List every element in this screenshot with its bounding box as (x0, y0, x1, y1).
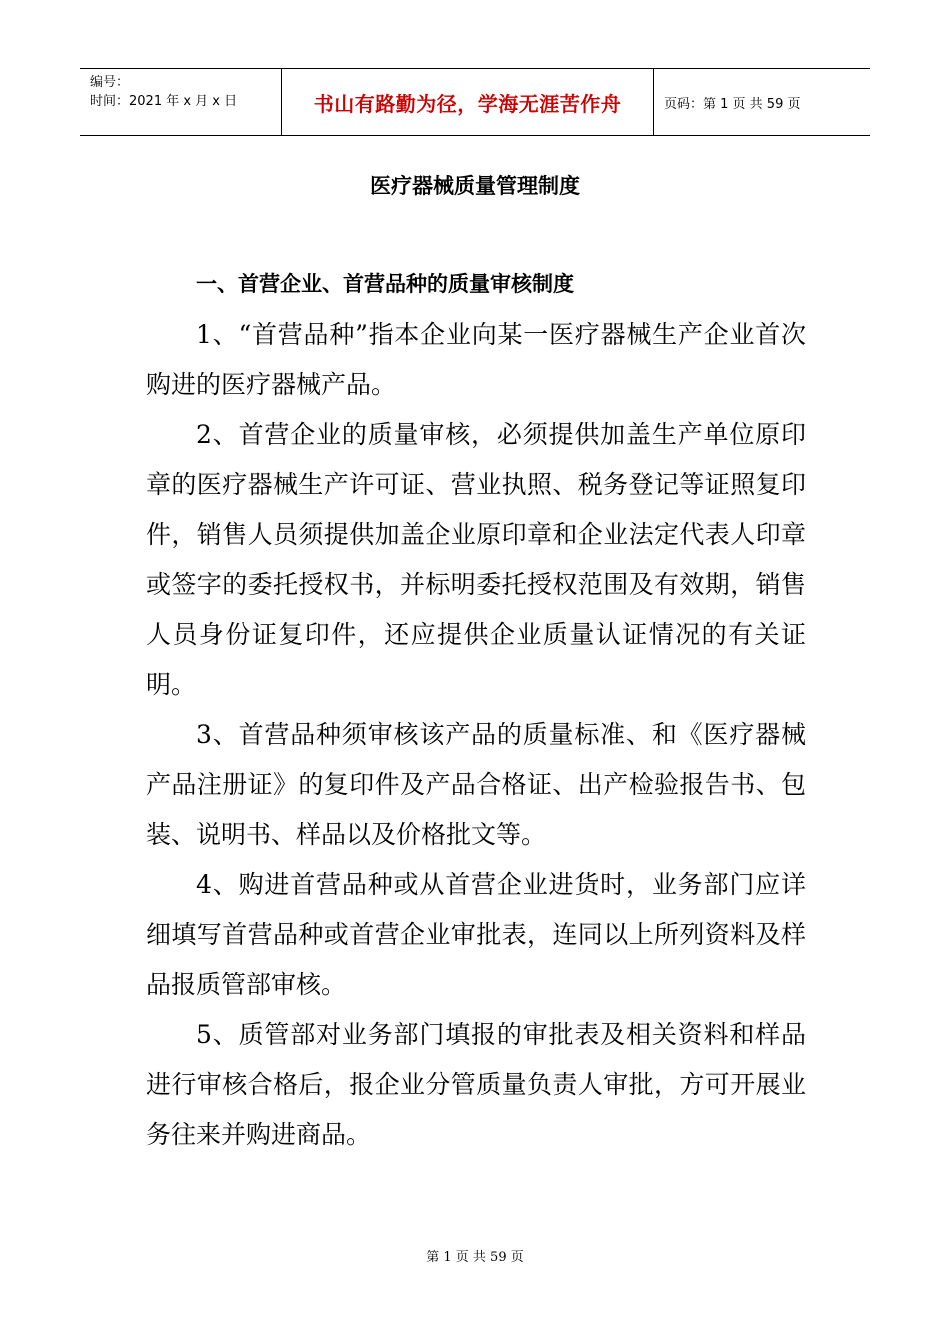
paragraph-4: 4、购进首营品种或从首营企业进货时，业务部门应详细填写首营品种或首营企业审批表，连同以上所列资料及样品报质管部审核。 (146, 870, 806, 999)
header-motto: 书山有路勤为径，学海无涯苦作舟 (282, 69, 654, 135)
document-title: 医疗器械质量管理制度 (370, 174, 580, 198)
serial-number-label: 编号： (90, 75, 130, 90)
paragraph-1: 1、“首营品种”指本企业向某一医疗器械生产企业首次购进的医疗器械产品。 (146, 320, 806, 399)
header-meta-cell (80, 69, 282, 135)
header-page-info: 页码：第 1 页 共 59 页 (664, 96, 801, 112)
page-footer: 第 1 页 共 59 页 (426, 1250, 524, 1265)
date-label: 时间：2021 年 x 月 x 日 (90, 94, 238, 109)
section-heading: 一、首营企业、首营品种的质量审核制度 (196, 272, 574, 296)
paragraph-3: 3、首营品种须审核该产品的质量标准、和《医疗器械产品注册证》的复印件及产品合格证、出产检验报告书、包装、说明书、样品以及价格批文等。 (146, 720, 806, 849)
paragraph-5: 5、质管部对业务部门填报的审批表及相关资料和样品进行审核合格后，报企业分管质量负责人审批，方可开展业务往来并购进商品。 (146, 1020, 806, 1149)
page-header (80, 68, 870, 136)
document-body (146, 310, 806, 1160)
paragraph-2: 2、首营企业的质量审核，必须提供加盖生产单位原印章的医疗器械生产许可证、营业执照、税务登记等证照复印件，销售人员须提供加盖企业原印章和企业法定代表人印章或签字的委托授权书，并标明委托授权范围及有效期，销售人员身份证复印件，还应提供企业质量认证情况的有关证明。 (146, 420, 806, 699)
